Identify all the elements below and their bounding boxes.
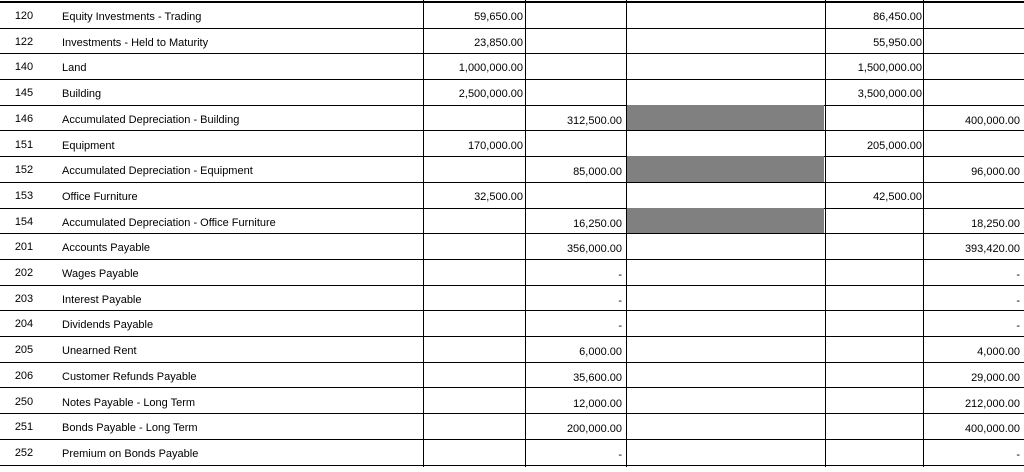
account-name: Investments - Held to Maturity bbox=[62, 36, 209, 49]
account-row bbox=[0, 259, 1024, 285]
account-number: 250 bbox=[14, 395, 34, 408]
debit-amount-2: 205,000.00 bbox=[866, 139, 922, 152]
account-number: 251 bbox=[14, 421, 34, 434]
account-name: Accumulated Depreciation - Office Furniture bbox=[62, 216, 276, 229]
debit-amount-1: 59,650.00 bbox=[474, 11, 523, 23]
account-row bbox=[0, 336, 1024, 362]
account-row bbox=[0, 2, 1024, 28]
credit-amount-2 bbox=[924, 28, 1020, 54]
credit-amount-2: 18,250.00 bbox=[971, 217, 1020, 230]
account-number: 206 bbox=[14, 369, 34, 382]
account-number: 153 bbox=[14, 189, 34, 202]
account-row bbox=[0, 208, 1024, 234]
debit-amount-2 bbox=[826, 156, 922, 182]
account-name: Office Furniture bbox=[62, 190, 138, 203]
debit-amount-1: 2,500,000.00 bbox=[458, 88, 523, 101]
credit-amount-1: - bbox=[618, 320, 622, 333]
credit-amount-2 bbox=[924, 79, 1020, 105]
account-number: 252 bbox=[14, 446, 34, 459]
account-row bbox=[0, 233, 1024, 259]
debit-amount-2 bbox=[826, 439, 922, 465]
debit-amount-1 bbox=[424, 362, 523, 388]
account-number: 154 bbox=[14, 215, 34, 228]
credit-amount-1 bbox=[526, 28, 622, 54]
credit-amount-2 bbox=[924, 131, 1020, 157]
account-row bbox=[0, 28, 1024, 54]
account-name: Unearned Rent bbox=[62, 345, 137, 358]
account-row bbox=[0, 413, 1024, 439]
debit-amount-2 bbox=[826, 362, 922, 388]
debit-amount-1: 23,850.00 bbox=[474, 36, 523, 49]
debit-amount-2 bbox=[826, 208, 922, 234]
debit-amount-1 bbox=[424, 388, 523, 414]
shaded-cell bbox=[627, 156, 824, 182]
account-name: Accounts Payable bbox=[62, 242, 151, 255]
debit-amount-1 bbox=[424, 105, 523, 131]
credit-amount-1: 356,000.00 bbox=[566, 243, 622, 256]
debit-amount-1 bbox=[424, 413, 523, 439]
account-number: 140 bbox=[14, 61, 34, 74]
account-row bbox=[0, 131, 1024, 157]
account-name: Dividends Payable bbox=[62, 319, 154, 332]
credit-amount-2: 4,000.00 bbox=[977, 346, 1020, 359]
account-name: Notes Payable - Long Term bbox=[62, 396, 196, 409]
debit-amount-1 bbox=[424, 156, 523, 182]
credit-amount-2: 400,000.00 bbox=[964, 114, 1020, 127]
debit-amount-2 bbox=[826, 388, 922, 414]
account-row bbox=[0, 182, 1024, 208]
credit-amount-1 bbox=[526, 182, 622, 208]
credit-amount-2 bbox=[924, 53, 1020, 79]
debit-amount-2 bbox=[826, 285, 922, 311]
credit-amount-2 bbox=[924, 182, 1020, 208]
account-row bbox=[0, 79, 1024, 105]
account-row bbox=[0, 310, 1024, 336]
account-name: Customer Refunds Payable bbox=[62, 370, 197, 383]
credit-amount-1: - bbox=[618, 448, 622, 461]
account-name: Bonds Payable - Long Term bbox=[62, 422, 198, 435]
credit-amount-2: - bbox=[1016, 269, 1020, 281]
credit-amount-1 bbox=[526, 79, 622, 105]
debit-amount-2 bbox=[826, 259, 922, 285]
debit-amount-2: 86,450.00 bbox=[873, 11, 922, 23]
debit-amount-2: 3,500,000.00 bbox=[857, 88, 922, 101]
debit-amount-2: 42,500.00 bbox=[873, 190, 922, 203]
debit-amount-1 bbox=[424, 259, 523, 285]
debit-amount-2: 1,500,000.00 bbox=[857, 62, 922, 75]
credit-amount-1 bbox=[526, 131, 622, 157]
debit-amount-1: 1,000,000.00 bbox=[458, 62, 523, 75]
account-row bbox=[0, 439, 1024, 465]
account-name: Premium on Bonds Payable bbox=[62, 447, 199, 460]
account-number: 145 bbox=[14, 87, 34, 100]
debit-amount-1 bbox=[424, 310, 523, 336]
credit-amount-1: 312,500.00 bbox=[566, 114, 622, 127]
debit-amount-1 bbox=[424, 439, 523, 465]
credit-amount-2: - bbox=[1016, 448, 1020, 461]
account-name: Accumulated Depreciation - Building bbox=[62, 113, 240, 126]
account-name: Equipment bbox=[62, 139, 115, 152]
account-number: 203 bbox=[14, 292, 34, 305]
debit-amount-1: 32,500.00 bbox=[474, 190, 523, 203]
credit-amount-1: - bbox=[618, 294, 622, 307]
credit-amount-1 bbox=[526, 2, 622, 28]
account-number: 122 bbox=[14, 35, 34, 48]
account-number: 202 bbox=[14, 267, 34, 279]
credit-amount-1: 85,000.00 bbox=[573, 166, 622, 179]
shaded-cell bbox=[627, 105, 824, 131]
credit-amount-2: 29,000.00 bbox=[971, 371, 1020, 384]
account-name: Equity Investments - Trading bbox=[62, 11, 202, 23]
account-row bbox=[0, 105, 1024, 131]
account-number: 146 bbox=[14, 112, 34, 125]
account-name: Building bbox=[62, 88, 102, 101]
account-number: 205 bbox=[14, 344, 34, 357]
account-row bbox=[0, 156, 1024, 182]
account-name: Land bbox=[62, 62, 87, 75]
credit-amount-2: 96,000.00 bbox=[971, 166, 1020, 179]
debit-amount-2 bbox=[826, 413, 922, 439]
credit-amount-1: 200,000.00 bbox=[566, 423, 622, 436]
credit-amount-2: 212,000.00 bbox=[964, 397, 1020, 410]
credit-amount-2: 393,420.00 bbox=[964, 243, 1020, 256]
debit-amount-1: 170,000.00 bbox=[467, 139, 523, 152]
account-row bbox=[0, 362, 1024, 388]
credit-amount-1: 6,000.00 bbox=[579, 346, 622, 359]
debit-amount-1 bbox=[424, 285, 523, 311]
debit-amount-2 bbox=[826, 336, 922, 362]
account-number: 152 bbox=[14, 164, 34, 177]
account-name: Wages Payable bbox=[62, 268, 139, 280]
account-name: Interest Payable bbox=[62, 293, 142, 306]
debit-amount-1 bbox=[424, 208, 523, 234]
credit-amount-1: 16,250.00 bbox=[573, 217, 622, 230]
debit-amount-2: 55,950.00 bbox=[873, 36, 922, 49]
debit-amount-1 bbox=[424, 233, 523, 259]
account-name: Accumulated Depreciation - Equipment bbox=[62, 165, 253, 178]
credit-amount-1: 12,000.00 bbox=[573, 397, 622, 410]
account-row bbox=[0, 388, 1024, 414]
credit-amount-1: 35,600.00 bbox=[573, 371, 622, 384]
debit-amount-2 bbox=[826, 233, 922, 259]
credit-amount-2: 400,000.00 bbox=[964, 423, 1020, 436]
account-number: 120 bbox=[14, 10, 34, 22]
credit-amount-1: - bbox=[618, 269, 622, 281]
shaded-cell bbox=[627, 208, 824, 234]
credit-amount-2 bbox=[924, 2, 1020, 28]
account-row bbox=[0, 285, 1024, 311]
account-number: 151 bbox=[14, 138, 34, 151]
account-number: 201 bbox=[14, 241, 34, 254]
account-row bbox=[0, 53, 1024, 79]
credit-amount-2: - bbox=[1016, 320, 1020, 333]
credit-amount-1 bbox=[526, 53, 622, 79]
debit-amount-2 bbox=[826, 310, 922, 336]
credit-amount-2: - bbox=[1016, 294, 1020, 307]
account-number: 204 bbox=[14, 318, 34, 331]
debit-amount-1 bbox=[424, 336, 523, 362]
debit-amount-2 bbox=[826, 105, 922, 131]
